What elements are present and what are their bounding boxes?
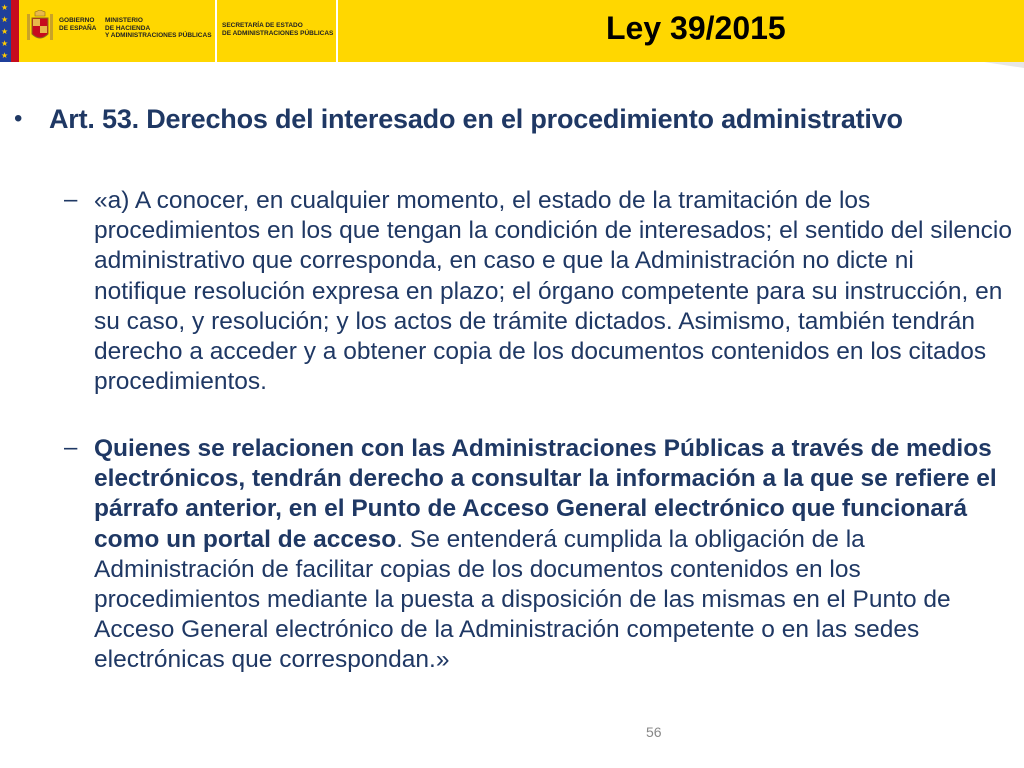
- ministry-name: [105, 17, 212, 40]
- ministry-line2: DE HACIENDA: [105, 24, 151, 32]
- eu-flag-strip: [0, 0, 11, 62]
- government-name: [59, 17, 96, 32]
- eu-star-icon: ★: [1, 39, 9, 48]
- paragraph-bold-part: Quienes se relacionen con las Administraciones Públicas a través de medios electrónicos, tendrán derecho a consultar la información a la que se refiere el párrafo anterior, en el Punto de Acceso General electrónico que funcionará como un portal de acceso: [94, 435, 997, 553]
- eu-star-icon: ★: [1, 51, 9, 60]
- paragraph-item-electronic: [94, 434, 1012, 676]
- bullet-icon: •: [14, 105, 23, 132]
- ministry-line1: MINISTERIO: [105, 17, 143, 24]
- secretariat-line2: DE ADMINISTRACIONES PÚBLICAS: [222, 29, 334, 37]
- paragraph-item-a: «a) A conocer, en cualquier momento, el estado de la tramitación de los procedimientos en los que tengan la condición de interesados; el sentido del silencio administrativo que corresponda, en caso e que la Administración no dicte ni notifique resolución expresa en plazo; el órgano competente para su instrucción, en su caso, y resolución; y los actos de trámite dictados. Asimismo, también tendrán derecho a acceder y a obtener copia de los documentos contenidos en los citados procedimientos.: [94, 187, 1012, 396]
- secretariat-name: [222, 22, 333, 37]
- header-corner-shadow: [984, 62, 1024, 68]
- secretariat-line1: SECRETARÍA DE ESTADO: [222, 22, 303, 29]
- eu-star-icon: ★: [1, 15, 9, 24]
- dash-icon: –: [64, 434, 78, 461]
- government-logo: [19, 0, 215, 62]
- paragraph-regular-part: . Se entenderá cumplida la obligación de la Administración de facilitar copias de los documentos contenidos en los procedimientos mediante la puesta a disposición de las mismas en el Punto de Acceso General electrónico de la Administración competente o en las sedes electrónicas que correspondan.»: [94, 525, 951, 674]
- spain-red-strip: [11, 0, 19, 62]
- eu-star-icon: ★: [1, 27, 9, 36]
- secretariat-block: [217, 0, 337, 62]
- ministry-line3: Y ADMINISTRACIONES PÚBLICAS: [105, 32, 212, 39]
- gov-line2: DE ESPAÑA: [59, 24, 97, 32]
- coat-of-arms-icon: [25, 10, 55, 46]
- page-number: 56: [646, 724, 662, 740]
- header-divider: [336, 0, 338, 62]
- gov-line1: GOBIERNO: [59, 17, 95, 24]
- eu-star-icon: ★: [1, 3, 9, 12]
- slide-title: Ley 39/2015: [606, 10, 786, 46]
- dash-icon: –: [64, 186, 78, 213]
- slide-header: [0, 0, 1024, 62]
- article-heading: Art. 53. Derechos del interesado en el procedimiento administrativo: [49, 104, 903, 134]
